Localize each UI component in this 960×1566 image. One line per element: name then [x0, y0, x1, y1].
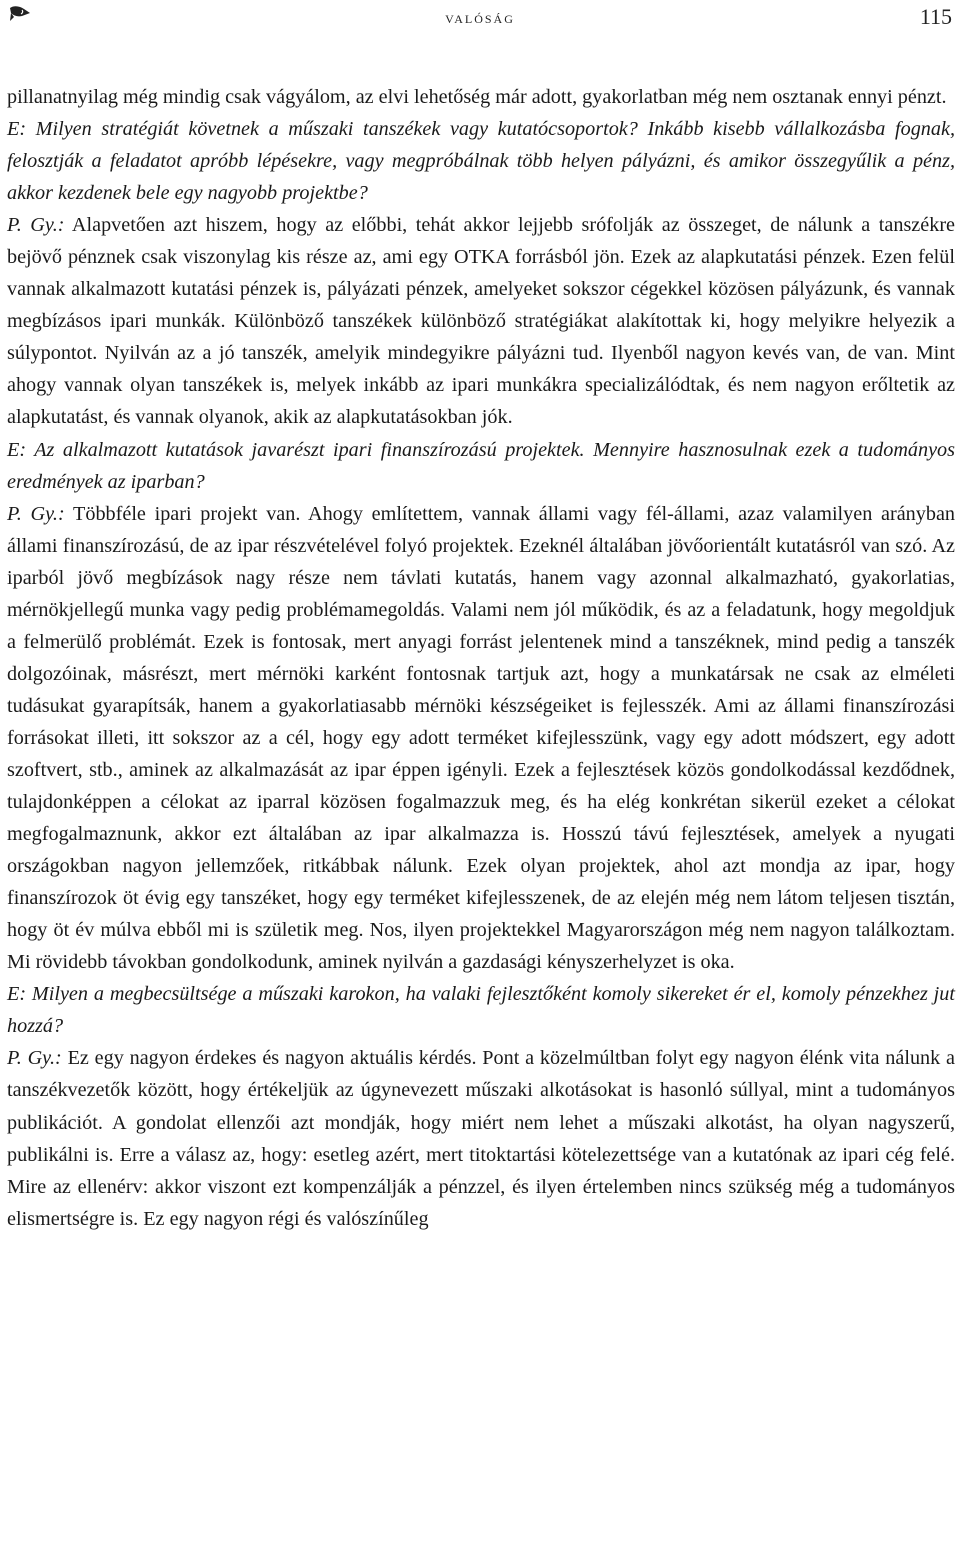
running-head: valóság: [445, 8, 515, 27]
speaker-label: P. Gy.:: [7, 214, 65, 237]
paragraph-question: E: Milyen stratégiát követnek a műszaki tanszékek vagy kutatócsoportok? Inkább kisebb vállalkozásba fognak, felosztják a feladatot apróbb lépésekre, vagy megpróbálnak több helyen pályázni, és amikor összegyűlik a pénz, akkor kezdenek bele egy nagyobb projektbe?: [7, 118, 955, 205]
paragraph-answer: [7, 1042, 955, 1234]
answer-text: Alapvetően azt hiszem, hogy az előbbi, tehát akkor lejjebb srófolják az összeget, de nálunk a tanszékre bejövő pénznek csak viszonylag kis része az, ami egy OTKA forrásból jön. Ezek az alapkutatási pénzek. Ezen felül vannak alkalmazott kutatási pénzek is, pályázati pénzek, amelyeket sokszor cégekkel közösen pályázunk, és vannak megbízásos ipari munkák. Különböző tanszékek különböző stratégiákat alakítottak ki, hogy melyikre helyezik a súlypontot. Nyilván az a jó tanszék, amelyik mindegyikre pályázni tud. Ilyenből nagyon kevés van, de van. Mint ahogy vannak olyan tanszékek is, melyek inkább az ipari munkákra specializálódtak, és nem nagyon erőltetik az alapkutatást, és vannak olyanok, akik az alapkutatásokban jók.: [7, 214, 956, 429]
answer-text: Többféle ipari projekt van. Ahogy említettem, vannak állami vagy fél-állami, azaz valamilyen arányban állami finanszírozású, de az ipar részvételével folyó projektek. Ezeknél általában jövőorientált kutatásról van szó. Az iparból jövő megbízások nagy része nem távlati kutatás, hanem vagy azonnal alkalmazható, gyakorlatias, mérnökjellegű munka vagy pedig problémamegoldás. Valami nem jól működik, és az a feladatunk, hogy megoldjuk a felmerülő problémát. Ezek is fontosak, mert anyagi forrást jelentenek mind a tanszéknek, mind pedig a tanszék dolgozóinak, másrészt, mert mérnöki karként fontosnak tartjuk azt, hogy a munkatársak ne csak az elméleti tudásukat gyarapítsák, hanem a gyakorlatiasabb mérnöki készségeiket is fejlesszék. Ami az állami finanszírozási forrásokat illeti, itt sokszor az a cél, hogy egy adott terméket kifejlesszünk, vagy egy adott módszert, egy adott szoftvert, stb., aminek az alkalmazását az ipar éppen igényli. Ezek a fejlesztések közös gondolkodással kezdődnek, tulajdonképpen a célokat az iparral közösen fogalmazzuk meg, és ha elég konkrétan sikerül ezeket a célokat megfogalmaznunk, akkor ezt általában az ipar alkalmazza is. Hosszú távú fejlesztések, amelyek a nyugati országokban nagyon jellemzőek, ritkábbak nálunk. Ezek olyan projektek, ahol azt mondja az ipar, hogy finanszírozok öt évig egy tanszéket, hogy egy terméket kifejlesszenek, de az elején még nem látom teljesen tisztán, hogy öt év múlva ebből mi is születik meg. Nos, ilyen projektekkel Magyarországon még nem nagyon találkoztam. Mi rövidebb távokban gondolkodunk, aminek nyilván a gazdasági kényszerhelyzet is oka.: [7, 502, 956, 974]
article-body: [7, 81, 955, 1235]
speaker-label: P. Gy.:: [7, 502, 65, 525]
speaker-label: P. Gy.:: [7, 1047, 62, 1070]
page-header: [0, 0, 960, 40]
page-number: 115: [919, 4, 952, 29]
paragraph-question: E: Milyen a megbecsültsége a műszaki karokon, ha valaki fejlesztőként komoly sikereket ér el, komoly pénzekhez jut hozzá?: [7, 983, 955, 1038]
paragraph-answer: [7, 209, 955, 433]
paragraph-question: E: Az alkalmazott kutatások javarészt ipari finanszírozású projektek. Mennyire hasznosulnak ezek a tudományos eredmények az iparban?: [7, 438, 955, 493]
answer-text: Ez egy nagyon érdekes és nagyon aktuális kérdés. Pont a közelmúltban folyt egy nagyon élénk vita nálunk a tanszékvezetők között, hogy értékeljük az úgynevezett műszaki alkotásokat is hasonló súllyal, mint a tudományos publikációt. A gondolat ellenzői azt mondják, hogy miért nem lehet a műszaki alkotást, ha olyan nagyszerű, publikálni is. Erre a válasz az, hogy: esetleg azért, mert titoktartási kötelezettsége van a kutatónak az ipari cég felé. Mire az ellenérv: akkor viszont ezt kompenzálják a pénzzel, és ilyen értelemben nincs szükség még a tudományos elismertségre is. Ez egy nagyon régi és valószínűleg: [7, 1047, 955, 1230]
paragraph-answer: [7, 498, 955, 979]
paragraph-answer-continuation: pillanatnyilag még mindig csak vágyálom, az elvi lehetőség már adott, gyakorlatban még nem osztanak ennyi pénzt.: [7, 86, 947, 108]
